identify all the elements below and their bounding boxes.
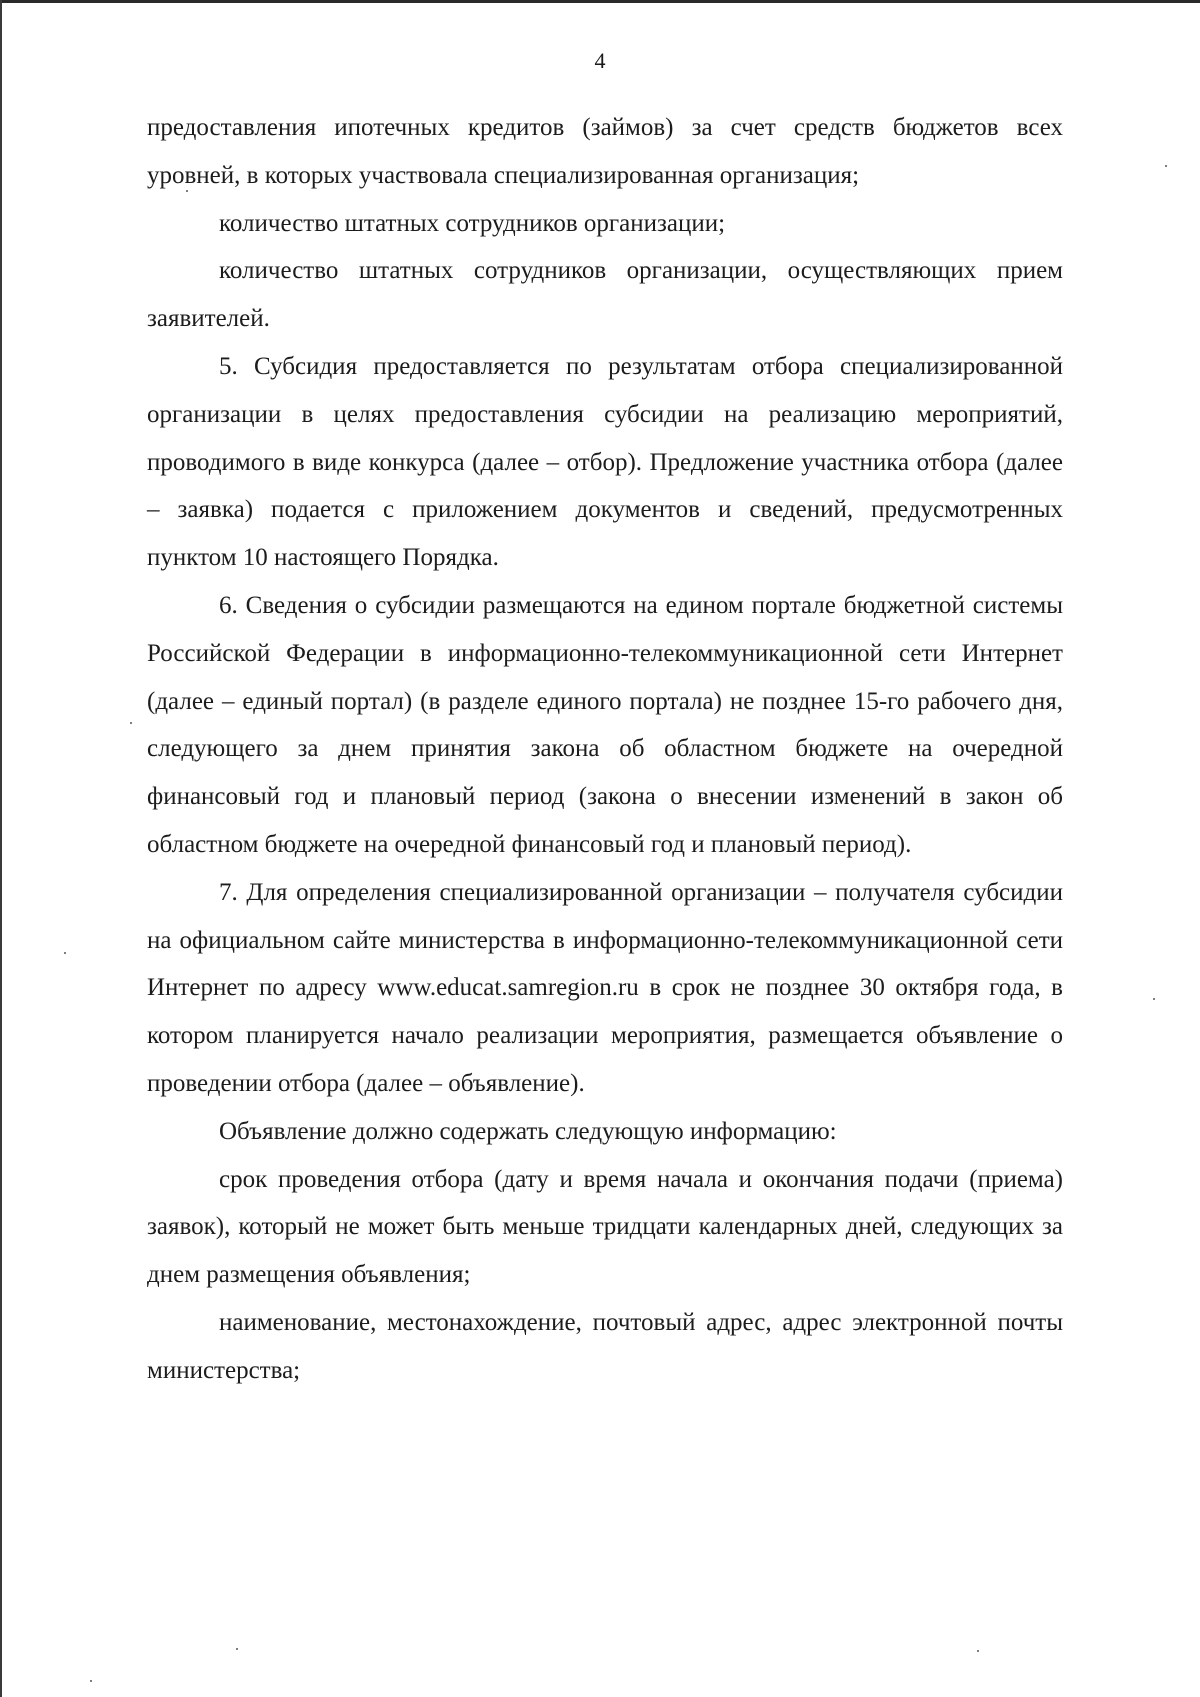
scan-speck [90, 1680, 92, 1682]
paragraph-staff-reception: количество штатных сотрудников организации, осуществляющих прием заявителей. [147, 257, 1063, 333]
paragraph-announcement-intro: Объявление должно содержать следующую информацию: [219, 1117, 837, 1145]
paragraph-clause-7: 7. Для определения специализированной организации – получателя субсидии на официальном сайте министерства в информационно-телекоммуникационной сети Интернет по адресу www.educat.samregion.ru в срок не позднее 30 октября года, в котором планируется начало реализации мероприятия, размещается объявление о проведении отбора (далее – объявление). [147, 878, 1063, 1097]
scan-speck [64, 952, 66, 954]
scan-speck [236, 1648, 238, 1650]
paragraph-clause-6: 6. Сведения о субсидии размещаются на едином портале бюджетной системы Российской Федерации в информационно-телекоммуникационной сети Интернет (далее – единый портал) (в разделе единого портала) не позднее 15-го рабочего дня, следующего за днем принятия закона об областном бюджете на очередной финансовый год и плановый период (закона о внесении изменений в закон об областном бюджете на очередной финансовый год и плановый период). [147, 591, 1063, 858]
scan-top-edge [0, 0, 1200, 3]
document-body [147, 104, 1063, 1395]
scan-left-edge [0, 0, 2, 1697]
scan-speck [186, 190, 188, 192]
paragraph-selection-period: срок проведения отбора (дату и время начала и окончания подачи (приема) заявок), который не может быть меньше тридцати календарных дней, следующих за днем размещения объявления; [147, 1165, 1063, 1289]
scan-speck [1165, 165, 1167, 167]
paragraph-continuation: предоставления ипотечных кредитов (займов) за счет средств бюджетов всех уровней, в которых участвовала специализированная организация; [147, 114, 1063, 189]
paragraph-ministry-contacts: наименование, местонахождение, почтовый адрес, адрес электронной почты министерства; [147, 1308, 1063, 1384]
paragraph-staff-count: количество штатных сотрудников организации; [219, 209, 726, 237]
scan-speck [1153, 998, 1155, 1000]
paragraph-clause-5: 5. Субсидия предоставляется по результатам отбора специализированной организации в целях предоставления субсидии на реализацию мероприятий, проводимого в виде конкурса (далее – отбор). Предложение участника отбора (далее – заявка) подается с приложением документов и сведений, предусмотренных пунктом 10 настоящего Порядка. [147, 352, 1063, 572]
scan-speck [130, 722, 132, 724]
scan-speck [977, 1650, 979, 1652]
page-number: 4 [594, 48, 606, 73]
